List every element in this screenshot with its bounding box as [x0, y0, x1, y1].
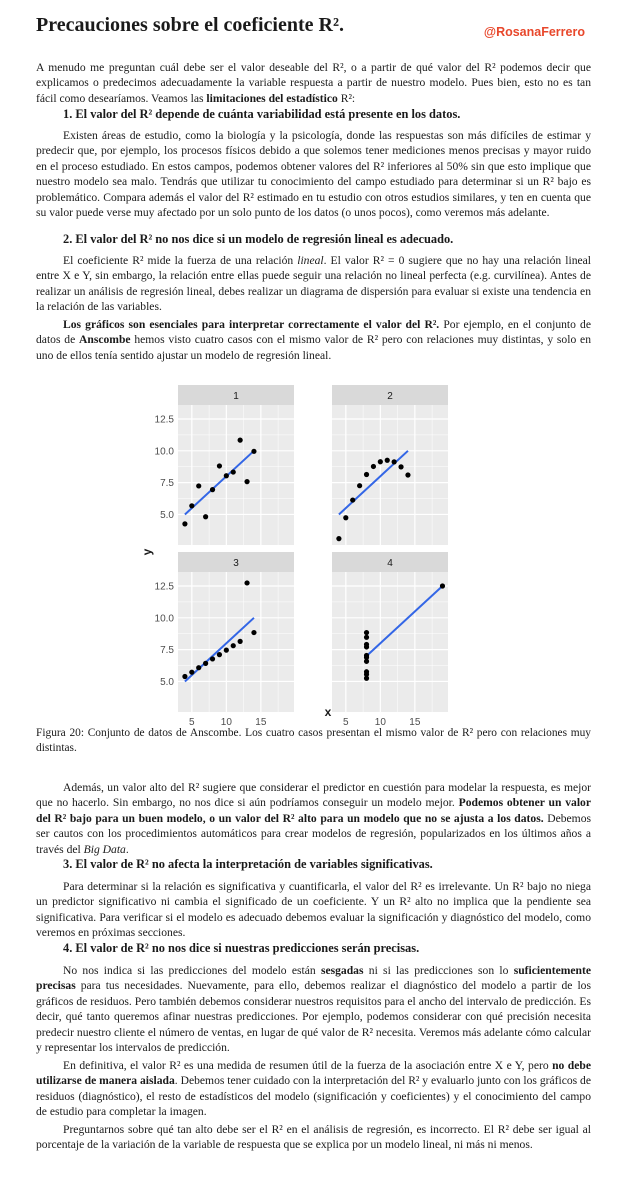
intro-bold: limitaciones del estadístico — [206, 91, 338, 105]
af-text-a: Además, un valor alto del R² sugiere que considerar el predictor en cuestión para modelar la respuesta, es mejor que no hacerlo. Sin embargo, no nos dice si aún podríamos conseguir un modelo mejor. — [36, 781, 591, 810]
section-1-heading: 1. El valor del R² depende de cuánta variabilidad está presente en los datos. — [63, 107, 461, 121]
y-tick-label: 7.5 — [160, 478, 174, 490]
af-bold: Podemos obtener un valor del R² bajo para un buen modelo, o un valor del R² alto para un modelo que no se ajusta a los datos. — [36, 796, 591, 825]
y-tick-label: 5.0 — [160, 509, 174, 521]
data-point — [350, 497, 355, 502]
s4-bold-b: suficientemente precisas — [36, 964, 591, 993]
intro-text: A menudo me preguntan cuál debe ser el valor deseable del R², o a partir de qué valor del R² podemos decir que explicamos o predecimos adecuadamente la variable respuesta a partir de nuestro modelo. Pues bien, esto no es tan fácil como desearíamos. Veamos las — [36, 61, 591, 105]
x-axis-title: x — [324, 705, 332, 719]
section-4-paragraph-1 — [36, 963, 591, 1055]
data-point — [224, 473, 229, 478]
section-2-paragraph-2 — [36, 317, 591, 363]
panel-background-4 — [332, 572, 448, 712]
facet-label-4: 4 — [387, 558, 393, 569]
s4-text-b: ni si las predicciones son lo — [363, 964, 514, 977]
data-point — [364, 630, 369, 635]
s4-text-e: . Debemos tener cuidado con la interpretación del R² y evaluarlo junto con los gráficos de residuos (diagnóstico), el resto de estadísticos del modelo (significación y coeficientes) y el conocimiento del campo de estudio para completar la imagen. — [36, 1074, 592, 1119]
data-point — [251, 449, 256, 454]
section-1-body: Existen áreas de estudio, como la biología y la psicología, donde las respuestas son más difíciles de estimar y predecir que, por ejemplo, los procesos físicos debido a que solemos tener mediciones menos precisas y mayor ruido en el proceso estudiado. En estos campos, podemos obtener valores del R² inferiores al 50% sin que esto implique que nuestro modelo sea malo. Tendrás que utilizar tu conocimiento del campo estudiado para determinar si un R² bajo es problemático. Compara además el valor del R² estimado en tu estudio con otros estudios similares, y ten en cuenta que su valor puede verse muy afectado por un solo punto de los datos (o unos pocos), como veremos más adelante. — [36, 129, 591, 220]
y-tick-label: 7.5 — [160, 645, 174, 657]
y-tick-label: 12.5 — [154, 414, 174, 426]
y-axis-title: y — [140, 548, 154, 556]
s2-italic: lineal — [297, 254, 324, 267]
data-point — [336, 536, 341, 541]
af-italic: Big Data — [83, 842, 126, 856]
page-title: Precauciones sobre el coeficiente R². — [36, 14, 344, 36]
s4-bold-a: sesgadas — [320, 964, 364, 977]
section-4-paragraph-2 — [36, 1058, 591, 1120]
data-point — [224, 648, 229, 653]
data-point — [385, 458, 390, 463]
intro-paragraph — [36, 60, 591, 106]
y-tick-label: 12.5 — [154, 581, 174, 593]
data-point — [244, 580, 249, 585]
s2-text-d: hemos visto cuatro casos con el mismo valor de R² pero con relaciones muy distintas, y solo en uno de ellos tenía sentido ajustar un modelo de regresión lineal. — [36, 333, 591, 362]
data-point — [182, 674, 187, 679]
data-point — [203, 514, 208, 519]
data-point — [196, 483, 201, 488]
s2-text-a: El coeficiente R² mide la fuerza de una relación — [63, 254, 298, 267]
after-figure-paragraph — [36, 780, 591, 857]
data-point — [357, 483, 362, 488]
data-point — [392, 459, 397, 464]
intro-tail: R²: — [337, 91, 356, 105]
author-handle: @RosanaFerrero — [483, 25, 585, 39]
section-4-paragraph-3: Preguntarnos sobre qué tan alto debe ser el R² en el análisis de regresión, es incorrecto. El R² debe ser igual al porcentaje de la variación de la variable de respuesta que se explica por un modelo lineal, ni más ni menos. — [36, 1123, 591, 1152]
s4-bold-c: no debe utilizarse de manera aislada — [36, 1059, 591, 1088]
y-tick-label: 10.0 — [154, 446, 174, 458]
anscombe-figure — [140, 380, 476, 728]
s2-bold-anscombe: Anscombe — [79, 333, 131, 347]
x-tick-label: 5 — [189, 717, 195, 728]
x-tick-label: 15 — [409, 717, 421, 728]
data-point — [364, 655, 369, 660]
section-3-body: Para determinar si la relación es significativa y cuantificarla, el valor del R² es irrelevante. Un R² bajo no niega un predictor significativo ni cambia el significado de un coeficiente. Y un R² alto no implica que la pendiente sea significativa. Para verificar si el modelo es adecuado debemos evaluar la significación y diagnóstico del modelo, como veremos en próximas secciones. — [36, 880, 591, 940]
data-point — [364, 635, 369, 640]
data-point — [189, 503, 194, 508]
data-point — [398, 464, 403, 469]
data-point — [217, 463, 222, 468]
data-point — [189, 670, 194, 675]
data-point — [371, 464, 376, 469]
s4-text-a: No nos indica si las predicciones del modelo están — [63, 964, 321, 977]
data-point — [378, 459, 383, 464]
anscombe-chart — [140, 380, 476, 728]
data-point — [217, 652, 222, 657]
panel-background-2 — [332, 405, 448, 545]
section-2-paragraph-1 — [36, 253, 591, 315]
data-point — [251, 630, 256, 635]
s2-text-b: . El valor R² = 0 sugiere que no hay una relación lineal entre X e Y, sin embargo, la relación entre ellas puede seguir una relación no lineal perfecta (e.g. curvilínea). Antes de realizar un análisis de regresión lineal, debes realizar un diagrama de dispersión para evaluar si existe una tendencia en la relación de las variables. — [36, 254, 592, 314]
s2-text-c: Por ejemplo, en el conjunto de datos de — [36, 318, 591, 347]
data-point — [364, 672, 369, 677]
data-point — [196, 665, 201, 670]
x-tick-label: 5 — [343, 717, 349, 728]
s4-text-d: En definitiva, el valor R² es una medida de resumen útil de la fuerza de la asociación entre X e Y, pero — [63, 1059, 553, 1072]
data-point — [244, 479, 249, 484]
data-point — [210, 656, 215, 661]
data-point — [364, 472, 369, 477]
data-point — [231, 643, 236, 648]
s2-bold-lead: Los gráficos son esenciales para interpretar correctamente el valor del R². — [63, 318, 440, 331]
facet-label-2: 2 — [387, 391, 393, 402]
data-point — [343, 515, 348, 520]
s4-text-c: para tus necesidades. Nuevamente, para ello, debemos realizar el diagnóstico del modelo a partir de los gráficos de residuos. Pero también debemos considerar nuestros requisitos para el ancho del intervalo de predicción. Es decir, qué tanto queremos afinar nuestras predicciones. Por ejemplo, podemos considerar con qué precisión necesita predecir nuestro cliente el número de ventas, en lugar de qué valor de R² necesita. Veremos más adelante cómo calcular y representar los intervalos de predicción. — [36, 979, 591, 1055]
section-3-heading: 3. El valor de R² no afecta la interpretación de variables significativas. — [63, 857, 433, 871]
data-point — [210, 487, 215, 492]
x-tick-label: 10 — [374, 717, 386, 728]
data-point — [405, 472, 410, 477]
facet-label-1: 1 — [233, 391, 239, 402]
y-tick-label: 5.0 — [160, 676, 174, 688]
panel-background-1 — [178, 405, 294, 545]
data-point — [203, 661, 208, 666]
data-point — [231, 469, 236, 474]
x-tick-label: 15 — [255, 717, 267, 728]
data-point — [364, 642, 369, 647]
data-point — [238, 639, 243, 644]
panel-background-3 — [178, 572, 294, 712]
data-point — [440, 583, 445, 588]
af-text-b: Debemos ser cautos con los procedimientos automáticos para crear modelos de regresión, popularizados en los últimos años a través del — [36, 811, 592, 856]
data-point — [182, 521, 187, 526]
section-4-heading: 4. El valor de R² no nos dice si nuestras predicciones serán precisas. — [63, 941, 420, 955]
facet-label-3: 3 — [233, 558, 239, 569]
figure-caption: Figura 20: Conjunto de datos de Anscombe. Los cuatro casos presentan el mismo valor de R² pero con relaciones muy distintas. — [36, 727, 591, 754]
data-point — [238, 438, 243, 443]
x-tick-label: 10 — [220, 717, 232, 728]
af-text-c: . — [125, 842, 129, 856]
section-2-heading: 2. El valor del R² no nos dice si un modelo de regresión lineal es adecuado. — [63, 232, 454, 246]
y-tick-label: 10.0 — [154, 613, 174, 625]
